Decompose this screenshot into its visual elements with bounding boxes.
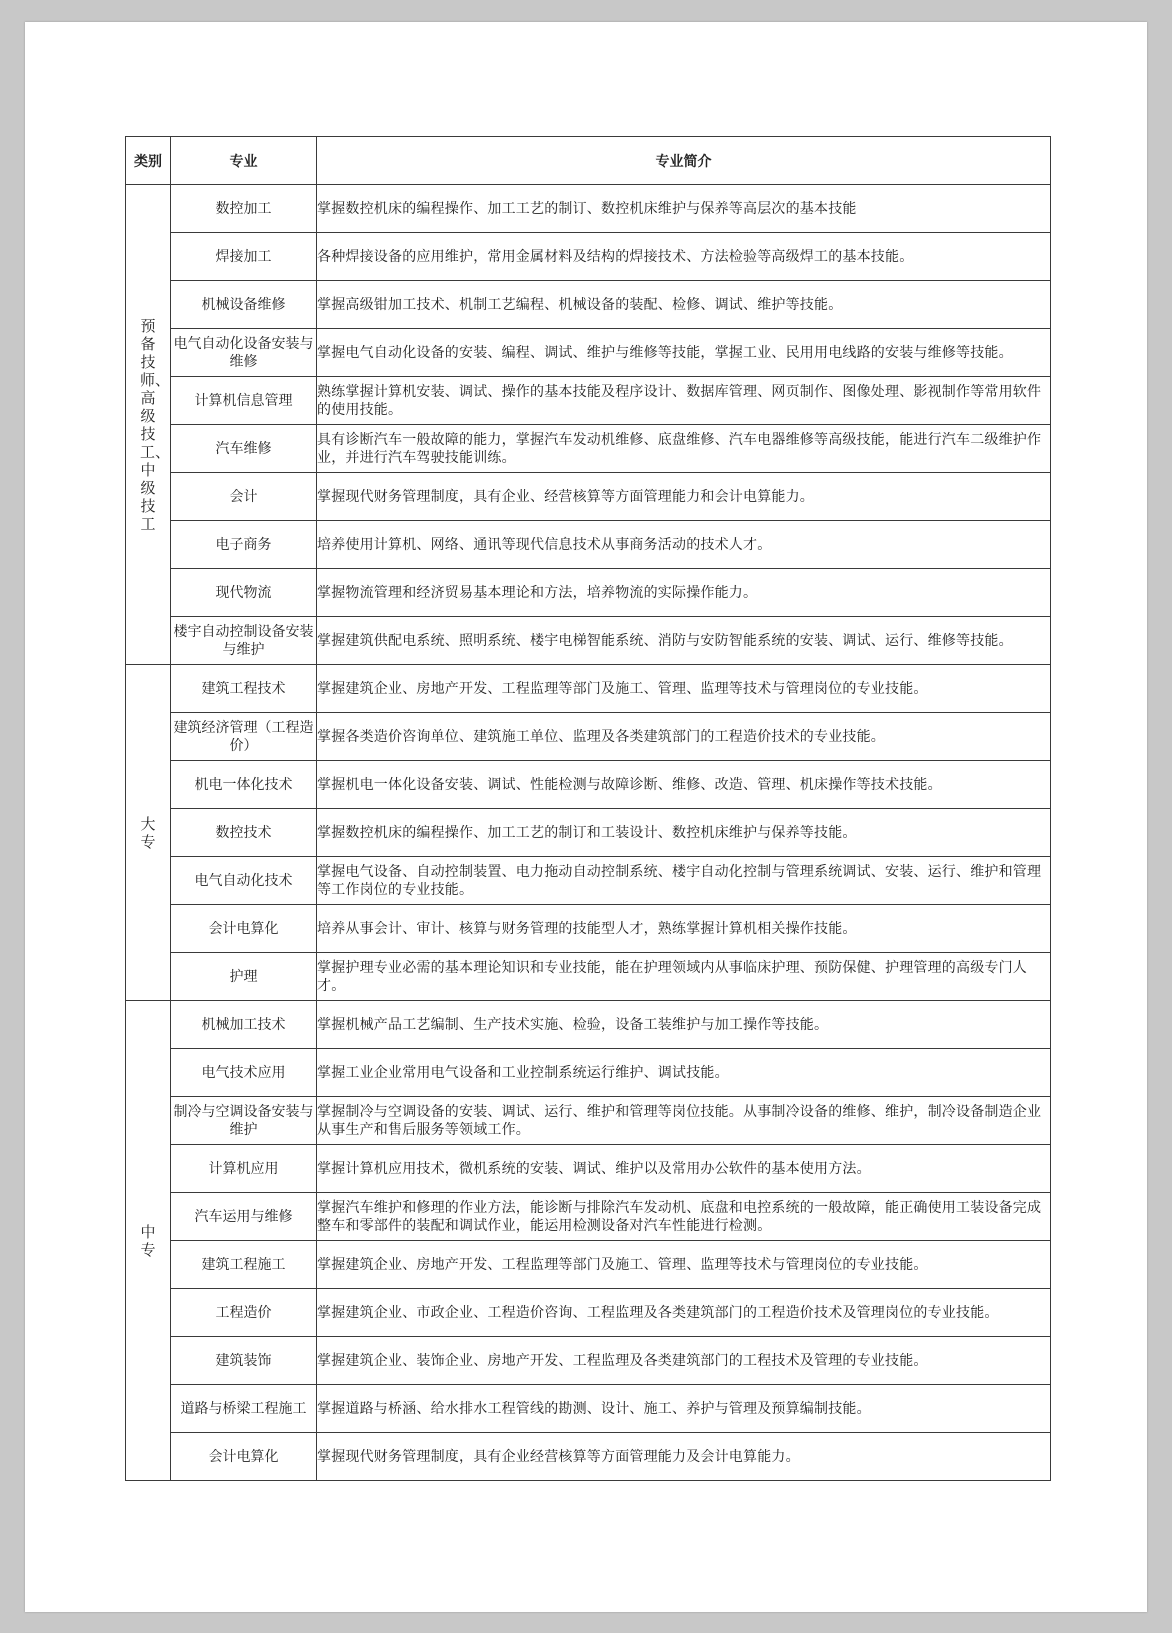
header-intro: 专业简介 [317, 137, 1051, 185]
table-row [126, 185, 1051, 233]
header-category: 类别 [126, 137, 171, 185]
major-cell: 机械加工技术 [171, 1001, 317, 1049]
intro-cell: 掌握制冷与空调设备的安装、调试、运行、维护和管理等岗位技能。从事制冷设备的维修、维护，制冷设备制造企业从事生产和售后服务等领域工作。 [317, 1097, 1051, 1145]
major-cell: 制冷与空调设备安装与维护 [171, 1097, 317, 1145]
category-label: 大专 [140, 814, 156, 851]
table-row [126, 1145, 1051, 1193]
intro-cell: 掌握工业企业常用电气设备和工业控制系统运行维护、调试技能。 [317, 1049, 1051, 1097]
major-cell: 建筑经济管理（工程造价） [171, 713, 317, 761]
document-page [25, 22, 1147, 1612]
major-cell: 楼宇自动控制设备安装与维护 [171, 617, 317, 665]
intro-cell: 掌握护理专业必需的基本理论知识和专业技能，能在护理领域内从事临床护理、预防保健、护理管理的高级专门人才。 [317, 953, 1051, 1001]
intro-cell: 掌握建筑企业、市政企业、工程造价咨询、工程监理及各类建筑部门的工程造价技术及管理岗位的专业技能。 [317, 1289, 1051, 1337]
table-row [126, 713, 1051, 761]
major-cell: 护理 [171, 953, 317, 1001]
intro-cell: 掌握各类造价咨询单位、建筑施工单位、监理及各类建筑部门的工程造价技术的专业技能。 [317, 713, 1051, 761]
table-row [126, 377, 1051, 425]
table-row [126, 809, 1051, 857]
major-cell: 建筑工程施工 [171, 1241, 317, 1289]
category-cell-technician [126, 185, 171, 665]
major-cell: 电子商务 [171, 521, 317, 569]
major-cell: 会计 [171, 473, 317, 521]
table-row [126, 953, 1051, 1001]
category-cell-college [126, 665, 171, 1001]
intro-cell: 培养使用计算机、网络、通讯等现代信息技术从事商务活动的技术人才。 [317, 521, 1051, 569]
table-row [126, 1337, 1051, 1385]
intro-cell: 掌握高级钳加工技术、机制工艺编程、机械设备的装配、检修、调试、维护等技能。 [317, 281, 1051, 329]
major-cell: 机械设备维修 [171, 281, 317, 329]
table-row [126, 1001, 1051, 1049]
table-row [126, 617, 1051, 665]
major-cell: 焊接加工 [171, 233, 317, 281]
table-row [126, 1097, 1051, 1145]
table-row [126, 1433, 1051, 1481]
major-cell: 会计电算化 [171, 905, 317, 953]
major-cell: 数控加工 [171, 185, 317, 233]
major-cell: 汽车运用与维修 [171, 1193, 317, 1241]
table-row [126, 281, 1051, 329]
major-cell: 汽车维修 [171, 425, 317, 473]
major-cell: 计算机应用 [171, 1145, 317, 1193]
table-row [126, 761, 1051, 809]
intro-cell: 具有诊断汽车一般故障的能力，掌握汽车发动机维修、底盘维修、汽车电器维修等高级技能，能进行汽车二级维护作业，并进行汽车驾驶技能训练。 [317, 425, 1051, 473]
table-row [126, 473, 1051, 521]
intro-cell: 掌握电气自动化设备的安装、编程、调试、维护与维修等技能，掌握工业、民用用电线路的安装与维修等技能。 [317, 329, 1051, 377]
intro-cell: 掌握汽车维护和修理的作业方法，能诊断与排除汽车发动机、底盘和电控系统的一般故障，能正确使用工装设备完成整车和零部件的装配和调试作业，能运用检测设备对汽车性能进行检测。 [317, 1193, 1051, 1241]
majors-table [125, 136, 1051, 1481]
table-row [126, 233, 1051, 281]
major-cell: 电气技术应用 [171, 1049, 317, 1097]
table-row [126, 905, 1051, 953]
table-row [126, 521, 1051, 569]
intro-cell: 掌握建筑企业、装饰企业、房地产开发、工程监理及各类建筑部门的工程技术及管理的专业技能。 [317, 1337, 1051, 1385]
major-cell: 电气自动化设备安装与维修 [171, 329, 317, 377]
table-row [126, 1049, 1051, 1097]
major-cell: 建筑工程技术 [171, 665, 317, 713]
intro-cell: 掌握机械产品工艺编制、生产技术实施、检验，设备工装维护与加工操作等技能。 [317, 1001, 1051, 1049]
intro-cell: 掌握计算机应用技术，微机系统的安装、调试、维护以及常用办公软件的基本使用方法。 [317, 1145, 1051, 1193]
table-row [126, 857, 1051, 905]
header-row [126, 137, 1051, 185]
major-cell: 工程造价 [171, 1289, 317, 1337]
major-cell: 现代物流 [171, 569, 317, 617]
category-label: 中专 [140, 1222, 156, 1259]
intro-cell: 掌握数控机床的编程操作、加工工艺的制订、数控机床维护与保养等高层次的基本技能 [317, 185, 1051, 233]
table-row [126, 1289, 1051, 1337]
intro-cell: 掌握物流管理和经济贸易基本理论和方法，培养物流的实际操作能力。 [317, 569, 1051, 617]
intro-cell: 掌握现代财务管理制度，具有企业经营核算等方面管理能力及会计电算能力。 [317, 1433, 1051, 1481]
major-cell: 会计电算化 [171, 1433, 317, 1481]
intro-cell: 掌握建筑企业、房地产开发、工程监理等部门及施工、管理、监理等技术与管理岗位的专业技能。 [317, 665, 1051, 713]
major-cell: 道路与桥梁工程施工 [171, 1385, 317, 1433]
intro-cell: 掌握电气设备、自动控制装置、电力拖动自动控制系统、楼宇自动化控制与管理系统调试、安装、运行、维护和管理等工作岗位的专业技能。 [317, 857, 1051, 905]
major-cell: 建筑装饰 [171, 1337, 317, 1385]
major-cell: 机电一体化技术 [171, 761, 317, 809]
intro-cell: 掌握数控机床的编程操作、加工工艺的制订和工装设计、数控机床维护与保养等技能。 [317, 809, 1051, 857]
major-cell: 数控技术 [171, 809, 317, 857]
intro-cell: 掌握道路与桥涵、给水排水工程管线的勘测、设计、施工、养护与管理及预算编制技能。 [317, 1385, 1051, 1433]
intro-cell: 掌握建筑企业、房地产开发、工程监理等部门及施工、管理、监理等技术与管理岗位的专业技能。 [317, 1241, 1051, 1289]
intro-cell: 掌握现代财务管理制度，具有企业、经营核算等方面管理能力和会计电算能力。 [317, 473, 1051, 521]
header-major: 专业 [171, 137, 317, 185]
intro-cell: 培养从事会计、审计、核算与财务管理的技能型人才，熟练掌握计算机相关操作技能。 [317, 905, 1051, 953]
major-cell: 电气自动化技术 [171, 857, 317, 905]
table-row [126, 665, 1051, 713]
table-row [126, 1385, 1051, 1433]
table-row [126, 329, 1051, 377]
table-row [126, 569, 1051, 617]
table-row [126, 1241, 1051, 1289]
intro-cell: 各种焊接设备的应用维护，常用金属材料及结构的焊接技术、方法检验等高级焊工的基本技能。 [317, 233, 1051, 281]
major-cell: 计算机信息管理 [171, 377, 317, 425]
category-label: 预备技师、高级技工、中级技工 [140, 316, 171, 533]
table-row [126, 425, 1051, 473]
table-row [126, 1193, 1051, 1241]
intro-cell: 掌握机电一体化设备安装、调试、性能检测与故障诊断、维修、改造、管理、机床操作等技术技能。 [317, 761, 1051, 809]
category-cell-secondary [126, 1001, 171, 1481]
intro-cell: 熟练掌握计算机安装、调试、操作的基本技能及程序设计、数据库管理、网页制作、图像处理、影视制作等常用软件的使用技能。 [317, 377, 1051, 425]
intro-cell: 掌握建筑供配电系统、照明系统、楼宇电梯智能系统、消防与安防智能系统的安装、调试、运行、维修等技能。 [317, 617, 1051, 665]
